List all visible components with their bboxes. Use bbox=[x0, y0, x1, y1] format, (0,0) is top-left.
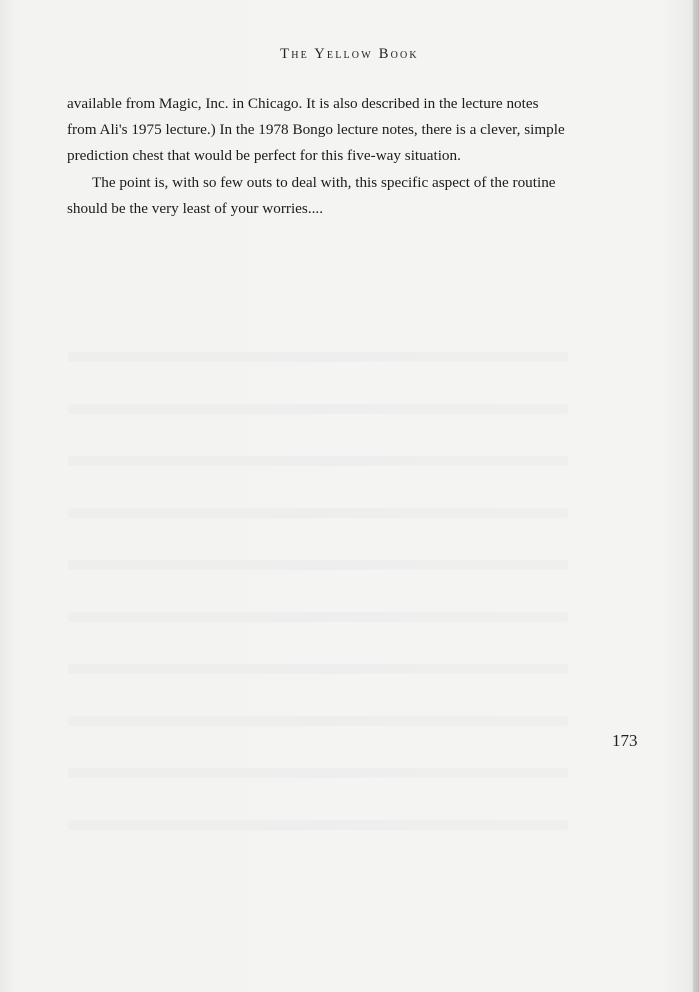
show-through-line bbox=[68, 768, 568, 778]
show-through-line bbox=[68, 352, 568, 362]
show-through-line bbox=[68, 560, 568, 570]
show-through-line bbox=[68, 404, 568, 414]
paragraph: available from Magic, Inc. in Chicago. It is also described in the lecture notes from Ali's 1975 lecture.) In the 1978 Bongo lecture notes, there is a clever, simple prediction chest that would be perfect for this five-way situation. bbox=[67, 95, 565, 165]
page-number: 173 bbox=[612, 731, 638, 750]
show-through-line bbox=[68, 456, 568, 466]
show-through-line bbox=[68, 716, 568, 726]
running-head: The Yellow Book bbox=[280, 46, 419, 62]
show-through-line bbox=[68, 508, 568, 518]
paragraph: The point is, with so few outs to deal with, this specific aspect of the routine should be the very least of your worries.... bbox=[67, 173, 556, 217]
page-edge-shadow bbox=[693, 0, 699, 992]
show-through-line bbox=[68, 664, 568, 674]
body-text bbox=[67, 91, 567, 222]
show-through-line bbox=[68, 820, 568, 830]
show-through-line bbox=[68, 612, 568, 622]
